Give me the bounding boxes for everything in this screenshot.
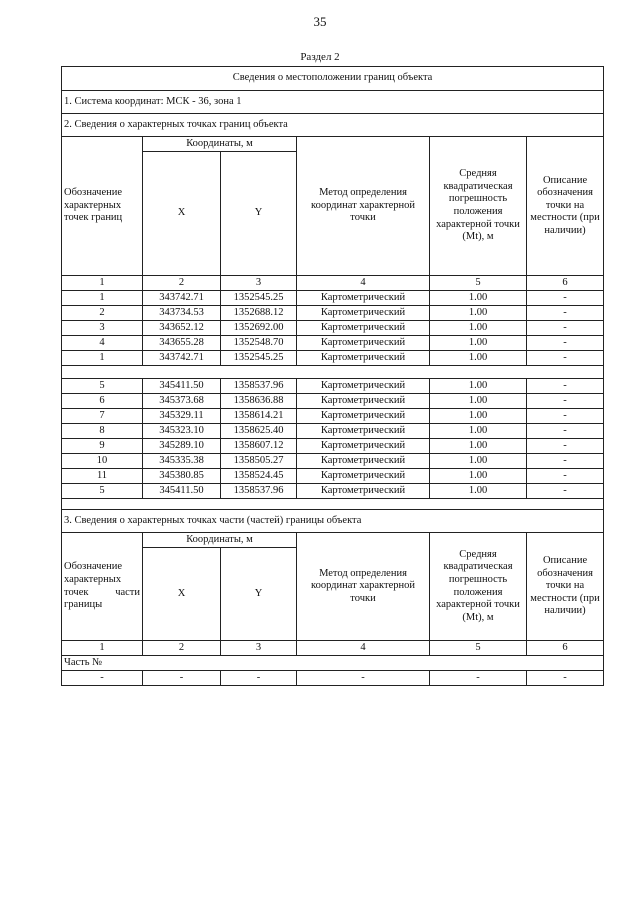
empty-cell: - bbox=[430, 671, 527, 686]
table-row bbox=[62, 379, 604, 394]
coord-y: 1352545.25 bbox=[221, 291, 297, 306]
col-number: 4 bbox=[297, 276, 430, 291]
table-row bbox=[62, 351, 604, 366]
error-value: 1.00 bbox=[430, 336, 527, 351]
table-row bbox=[62, 306, 604, 321]
table-row bbox=[62, 469, 604, 484]
point-number: 3 bbox=[62, 321, 143, 336]
error-value: 1.00 bbox=[430, 409, 527, 424]
col-error-header: Средняя квадратическая погрешность положения характерной точки (Mt), м bbox=[430, 137, 527, 276]
description: - bbox=[527, 394, 604, 409]
description: - bbox=[527, 424, 604, 439]
coord-x: 345380.85 bbox=[143, 469, 221, 484]
parts-empty-row bbox=[62, 671, 604, 686]
table-row bbox=[62, 336, 604, 351]
coord-x: 345329.11 bbox=[143, 409, 221, 424]
points-col-numbers-row bbox=[62, 276, 604, 291]
method: Картометрический bbox=[297, 336, 430, 351]
description: - bbox=[527, 454, 604, 469]
description: - bbox=[527, 306, 604, 321]
table-row bbox=[62, 439, 604, 454]
coord-y: 1358625.40 bbox=[221, 424, 297, 439]
coord-y: 1358607.12 bbox=[221, 439, 297, 454]
coord-system: 1. Система координат: МСК - 36, зона 1 bbox=[62, 91, 604, 114]
error-value: 1.00 bbox=[430, 291, 527, 306]
table-row bbox=[62, 394, 604, 409]
error-value: 1.00 bbox=[430, 454, 527, 469]
col-error-header: Средняя квадратическая погрешность положения характерной точки (Mt), м bbox=[430, 533, 527, 641]
method: Картометрический bbox=[297, 484, 430, 499]
point-number: 10 bbox=[62, 454, 143, 469]
col-number: 2 bbox=[143, 276, 221, 291]
part-label: Часть № bbox=[62, 656, 604, 671]
method: Картометрический bbox=[297, 379, 430, 394]
coord-y: 1358537.96 bbox=[221, 379, 297, 394]
description: - bbox=[527, 409, 604, 424]
col-y-header: Y bbox=[221, 152, 297, 276]
coord-y: 1358636.88 bbox=[221, 394, 297, 409]
method: Картометрический bbox=[297, 409, 430, 424]
points-heading-row bbox=[62, 114, 604, 137]
point-number: 8 bbox=[62, 424, 143, 439]
page-number: 35 bbox=[313, 14, 327, 29]
coord-y: 1358537.96 bbox=[221, 484, 297, 499]
point-number: 1 bbox=[62, 351, 143, 366]
col-number: 4 bbox=[297, 641, 430, 656]
points-heading: 2. Сведения о характерных точках границ объекта bbox=[62, 114, 604, 137]
error-value: 1.00 bbox=[430, 484, 527, 499]
coord-x: 345373.68 bbox=[143, 394, 221, 409]
error-value: 1.00 bbox=[430, 379, 527, 394]
description: - bbox=[527, 351, 604, 366]
parts-header-row bbox=[62, 533, 604, 548]
empty-cell: - bbox=[527, 671, 604, 686]
point-number: 5 bbox=[62, 484, 143, 499]
coord-system-row bbox=[62, 91, 604, 114]
table-row bbox=[62, 409, 604, 424]
point-number: 2 bbox=[62, 306, 143, 321]
description: - bbox=[527, 336, 604, 351]
coord-y: 1358524.45 bbox=[221, 469, 297, 484]
description: - bbox=[527, 484, 604, 499]
error-value: 1.00 bbox=[430, 394, 527, 409]
empty-cell: - bbox=[143, 671, 221, 686]
col-point-header: Обозначение характерных точек части границы bbox=[62, 533, 143, 641]
col-coords-header: Координаты, м bbox=[143, 533, 297, 548]
empty-cell: - bbox=[221, 671, 297, 686]
boundary-table-body bbox=[62, 67, 604, 686]
parts-heading: 3. Сведения о характерных точках части (частей) границы объекта bbox=[62, 510, 604, 533]
method: Картометрический bbox=[297, 439, 430, 454]
table-row bbox=[62, 424, 604, 439]
method: Картометрический bbox=[297, 469, 430, 484]
coord-x: 345323.10 bbox=[143, 424, 221, 439]
coord-x: 343652.12 bbox=[143, 321, 221, 336]
coord-y: 1358614.21 bbox=[221, 409, 297, 424]
point-number: 9 bbox=[62, 439, 143, 454]
col-y-header: Y bbox=[221, 548, 297, 641]
col-number: 3 bbox=[221, 641, 297, 656]
point-number: 11 bbox=[62, 469, 143, 484]
coord-y: 1352688.12 bbox=[221, 306, 297, 321]
description: - bbox=[527, 379, 604, 394]
col-number: 2 bbox=[143, 641, 221, 656]
point-number: 4 bbox=[62, 336, 143, 351]
boundary-table bbox=[61, 66, 604, 686]
method: Картометрический bbox=[297, 321, 430, 336]
error-value: 1.00 bbox=[430, 321, 527, 336]
col-number: 6 bbox=[527, 641, 604, 656]
col-method-header: Метод определения координат характерной точки bbox=[297, 533, 430, 641]
description: - bbox=[527, 291, 604, 306]
col-coords-header: Координаты, м bbox=[143, 137, 297, 152]
col-x-header: X bbox=[143, 548, 221, 641]
point-number: 6 bbox=[62, 394, 143, 409]
empty-cell: - bbox=[297, 671, 430, 686]
coord-y: 1352548.70 bbox=[221, 336, 297, 351]
method: Картометрический bbox=[297, 394, 430, 409]
table-row bbox=[62, 321, 604, 336]
error-value: 1.00 bbox=[430, 306, 527, 321]
col-number: 1 bbox=[62, 276, 143, 291]
method: Картометрический bbox=[297, 454, 430, 469]
error-value: 1.00 bbox=[430, 439, 527, 454]
coord-x: 345335.38 bbox=[143, 454, 221, 469]
method: Картометрический bbox=[297, 351, 430, 366]
points-header-row bbox=[62, 137, 604, 152]
method: Картометрический bbox=[297, 306, 430, 321]
error-value: 1.00 bbox=[430, 424, 527, 439]
coord-x: 343734.53 bbox=[143, 306, 221, 321]
method: Картометрический bbox=[297, 291, 430, 306]
col-method-header: Метод определения координат характерной точки bbox=[297, 137, 430, 276]
section-label: Раздел 2 bbox=[300, 51, 340, 63]
col-number: 6 bbox=[527, 276, 604, 291]
col-x-header: X bbox=[143, 152, 221, 276]
col-number: 3 bbox=[221, 276, 297, 291]
table-row bbox=[62, 454, 604, 469]
coord-x: 345411.50 bbox=[143, 484, 221, 499]
coord-y: 1352692.00 bbox=[221, 321, 297, 336]
table-title: Сведения о местоположении границ объекта bbox=[62, 67, 604, 91]
error-value: 1.00 bbox=[430, 351, 527, 366]
description: - bbox=[527, 439, 604, 454]
group-separator-row bbox=[62, 366, 604, 379]
col-point-header: Обозначение характерных точек границ bbox=[62, 137, 143, 276]
error-value: 1.00 bbox=[430, 469, 527, 484]
coord-x: 345289.10 bbox=[143, 439, 221, 454]
coord-x: 343655.28 bbox=[143, 336, 221, 351]
coord-y: 1352545.25 bbox=[221, 351, 297, 366]
coord-x: 343742.71 bbox=[143, 351, 221, 366]
col-desc-header: Описание обозначения точки на местности (при наличии) bbox=[527, 533, 604, 641]
point-number: 1 bbox=[62, 291, 143, 306]
parts-col-numbers-row bbox=[62, 641, 604, 656]
col-desc-header: Описание обозначения точки на местности (при наличии) bbox=[527, 137, 604, 276]
title-row bbox=[62, 67, 604, 91]
method: Картометрический bbox=[297, 424, 430, 439]
description: - bbox=[527, 469, 604, 484]
parts-heading-row bbox=[62, 510, 604, 533]
point-number: 7 bbox=[62, 409, 143, 424]
table-row bbox=[62, 484, 604, 499]
coord-x: 343742.71 bbox=[143, 291, 221, 306]
col-number: 5 bbox=[430, 641, 527, 656]
coord-x: 345411.50 bbox=[143, 379, 221, 394]
coord-y: 1358505.27 bbox=[221, 454, 297, 469]
point-number: 5 bbox=[62, 379, 143, 394]
col-number: 5 bbox=[430, 276, 527, 291]
col-number: 1 bbox=[62, 641, 143, 656]
blank-row bbox=[62, 499, 604, 510]
description: - bbox=[527, 321, 604, 336]
table-row bbox=[62, 291, 604, 306]
empty-cell: - bbox=[62, 671, 143, 686]
part-label-row bbox=[62, 656, 604, 671]
